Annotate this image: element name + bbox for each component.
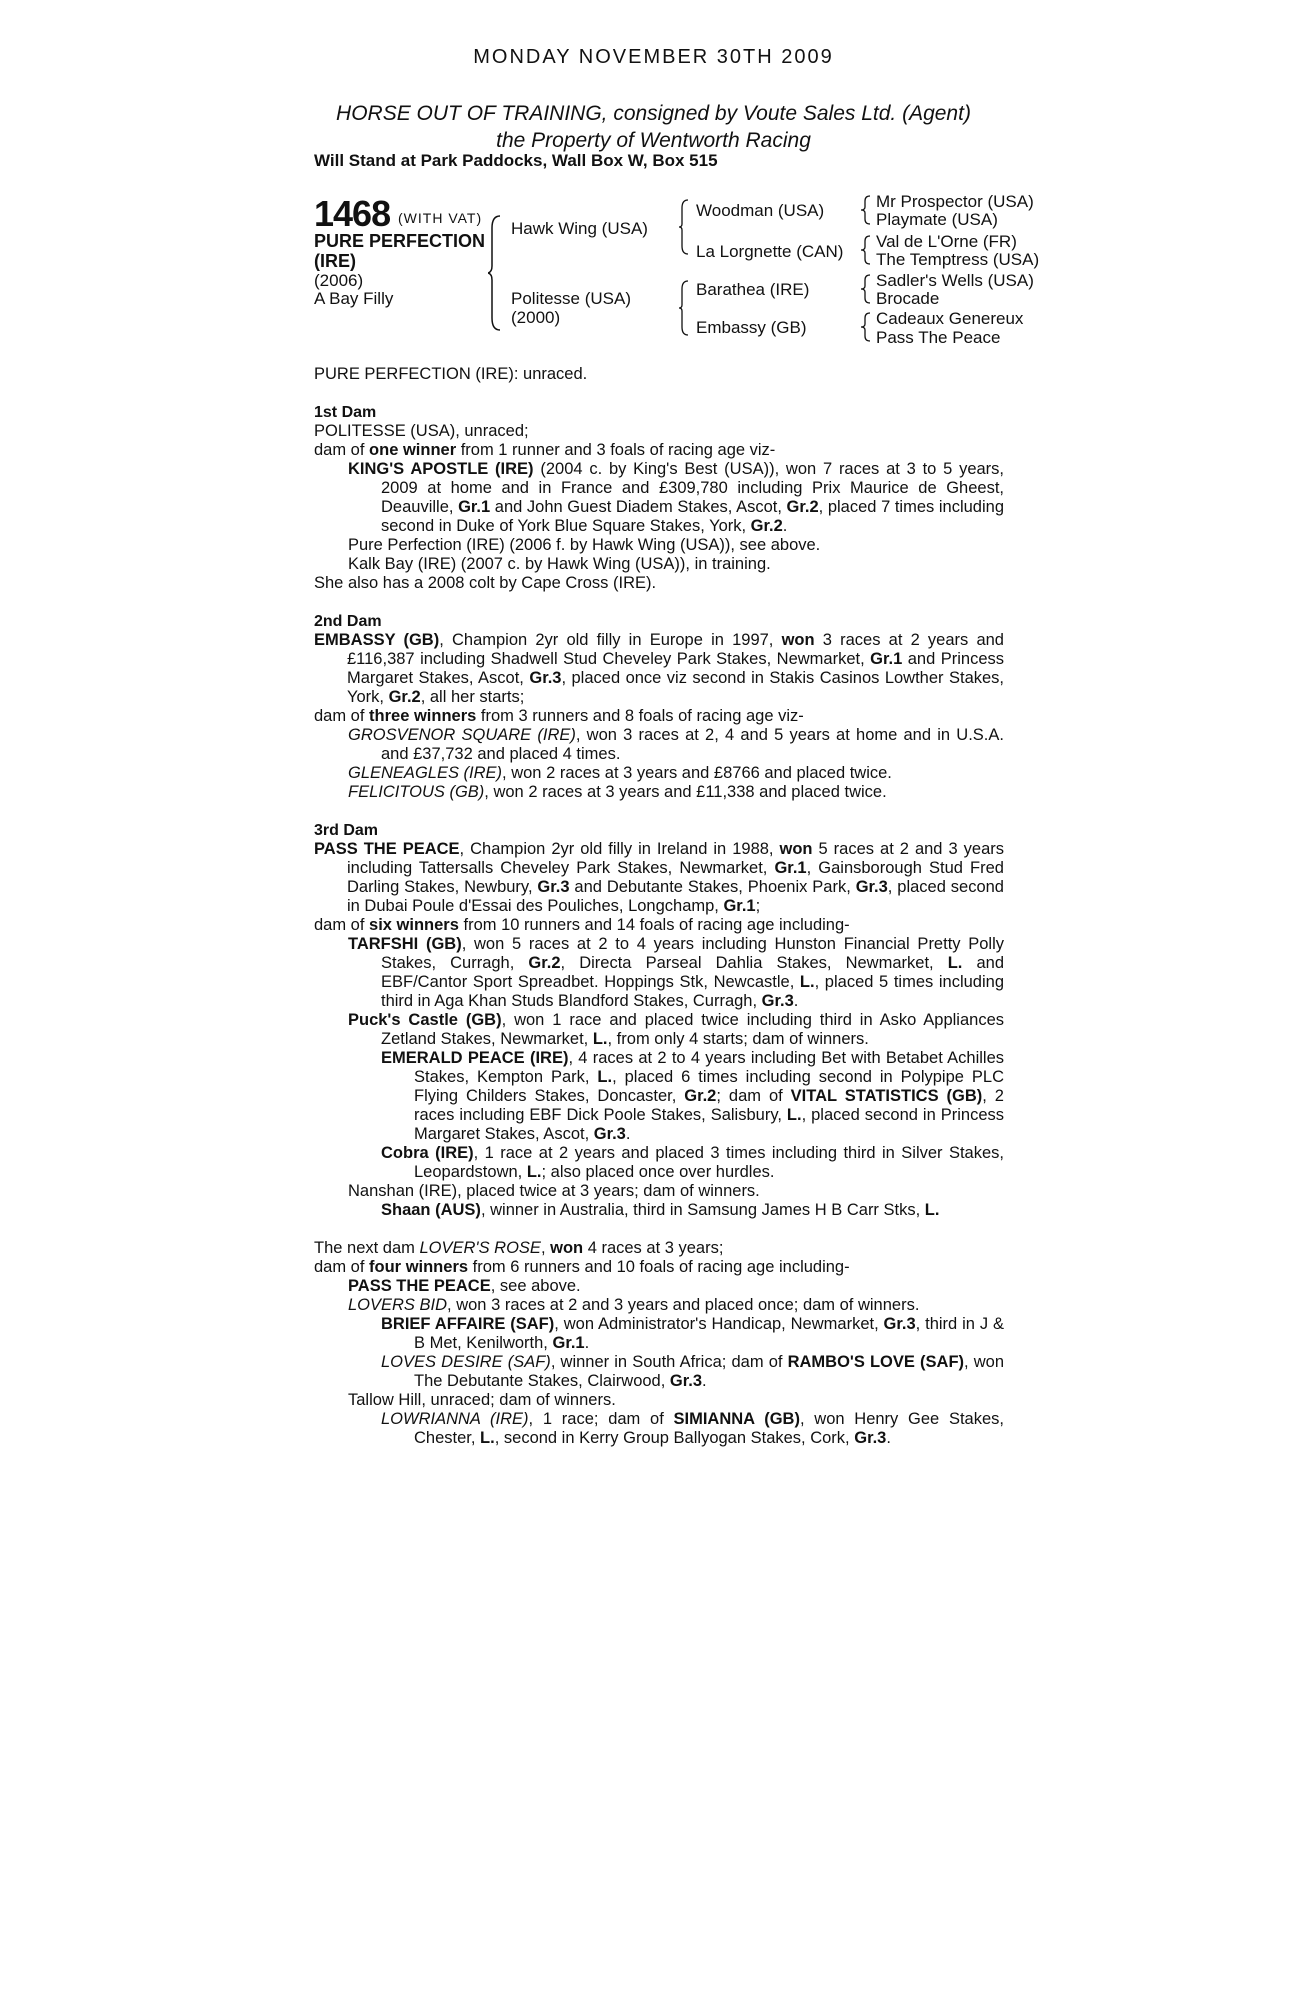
sire-sire-sire-name: Mr Prospector (USA)	[876, 192, 1034, 211]
consignment-heading	[0, 100, 1307, 154]
produce-entry: Cobra (IRE), 1 race at 2 years and placed 3 times including third in Silver Stakes, Leopardstown, L.; also placed once over hurdles.	[381, 1144, 1004, 1181]
consignment-line: HORSE OUT OF TRAINING, consigned by Voute Sales Ltd. (Agent)	[336, 102, 971, 125]
horse-name: PURE PERFECTION (IRE)	[314, 231, 486, 271]
produce-name: KING'S APOSTLE (IRE)	[348, 460, 534, 478]
third-dam-record: PASS THE PEACE, Champion 2yr old filly in Ireland in 1988, won 5 races at 2 and 3 years including Tattersalls Cheveley Park Stakes, Newmarket, Gr.1, Gainsborough Stud Fred Darling Stakes, Newbury, Gr.3 and Debutante Stakes, Phoenix Park, Gr.3, placed second in Dubai Poule d'Essai des Pouliches, Longchamp, Gr.1;	[314, 840, 1004, 915]
sire-dam-dam-name: The Temptress (USA)	[876, 250, 1040, 269]
produce-entry: GLENEAGLES (IRE), won 2 races at 3 years and £8766 and placed twice.	[348, 764, 892, 782]
property-line: the Property of Wentworth Racing	[496, 129, 811, 152]
fourth-dam-produce-summary: dam of four winners from 6 runners and 10 foals of racing age including-	[314, 1258, 850, 1276]
horse-year: (2006)	[314, 271, 364, 290]
sire-sire-dam-name: Playmate (USA)	[876, 210, 998, 229]
second-dam-record: EMBASSY (GB), Champion 2yr old filly in Europe in 1997, won 3 races at 2 years and £116,387 including Shadwell Stud Cheveley Park Stakes, Newmarket, Gr.1 and Princess Margaret Stakes, Ascot, Gr.3, placed once viz second in Stakis Casinos Lowther Stakes, York, Gr.2, all her starts;	[314, 631, 1005, 706]
dam-sire-dam-name: Brocade	[876, 289, 940, 308]
pedigree-brace-ss	[860, 194, 872, 226]
dam-year: (2000)	[511, 308, 561, 327]
first-dam-heading: 1st Dam	[314, 404, 377, 421]
pedigree-brace-main	[488, 214, 502, 332]
dam-dam-sire-name: Cadeaux Genereux	[876, 309, 1024, 328]
produce-entry: Pure Perfection (IRE) (2006 f. by Hawk Wing (USA)), see above.	[348, 536, 821, 554]
lot-number: 1468	[314, 193, 391, 234]
dam-name: Politesse (USA)	[511, 289, 631, 308]
stand-location: Will Stand at Park Paddocks, Wall Box W, Box 515	[314, 151, 718, 170]
produce-entry: EMERALD PEACE (IRE), 4 races at 2 to 4 years including Bet with Betabet Achilles Stakes, Kempton Park, L., placed 6 times including second in Polypipe PLC Flying Childers Stakes, Doncaster, Gr.2; dam of VITAL STATISTICS (GB), 2 races including EBF Dick Poole Stakes, Salisbury, L., placed second in Princess Margaret Stakes, Ascot, Gr.3.	[381, 1049, 1005, 1143]
third-dam-heading: 3rd Dam	[314, 822, 379, 839]
second-dam-heading: 2nd Dam	[314, 613, 382, 630]
race-record: PURE PERFECTION (IRE): unraced.	[314, 365, 588, 383]
produce-entry: BRIEF AFFAIRE (SAF), won Administrator's Handicap, Newmarket, Gr.3, third in J & B Met, Kenilworth, Gr.1.	[381, 1315, 1004, 1352]
produce-entry: TARFSHI (GB), won 5 races at 2 to 4 years including Hunston Financial Pretty Polly Stakes, Curragh, Gr.2, Directa Parseal Dahlia Stakes, Newmarket, L. and EBF/Cantor Sport Spreadbet. Hoppings Stk, Newcastle, L., placed 5 times including third in Aga Khan Studs Blandford Stakes, Curragh, Gr.3.	[348, 935, 1005, 1010]
dam-sire-sire-name: Sadler's Wells (USA)	[876, 271, 1034, 290]
pedigree-brace-dd	[860, 311, 872, 343]
produce-entry: Kalk Bay (IRE) (2007 c. by Hawk Wing (USA)), in training.	[348, 555, 771, 573]
produce-entry: LOVES DESIRE (SAF), winner in South Africa; dam of RAMBO'S LOVE (SAF), won The Debutante Stakes, Clairwood, Gr.3.	[381, 1353, 1005, 1390]
produce-entry: LOVERS BID, won 3 races at 2 and 3 years and placed once; dam of winners.	[348, 1296, 920, 1314]
sire-sire-name: Woodman (USA)	[696, 201, 825, 220]
pedigree-brace-ds	[860, 273, 872, 305]
horse-description: A Bay Filly	[314, 289, 394, 308]
vat-note: (WITH VAT)	[398, 210, 483, 226]
fourth-dam-record: The next dam LOVER'S ROSE, won 4 races at 3 years;	[314, 1239, 724, 1257]
produce-entry: Nanshan (IRE), placed twice at 3 years; dam of winners.	[348, 1182, 760, 1200]
produce-entry: Puck's Castle (GB), won 1 race and placed twice including third in Asko Appliances Zetland Stakes, Newmarket, L., from only 4 starts; dam of winners.	[348, 1011, 1004, 1048]
third-dam-produce-summary: dam of six winners from 10 runners and 14 foals of racing age including-	[314, 916, 850, 934]
second-dam-produce-summary: dam of three winners from 3 runners and 8 foals of racing age viz-	[314, 707, 804, 725]
produce-entry: Shaan (AUS), winner in Australia, third in Samsung James H B Carr Stks, L.	[381, 1201, 940, 1219]
pedigree-brace-dam	[678, 279, 690, 337]
produce-entry: KING'S APOSTLE (IRE) (2004 c. by King's Best (USA)), won 7 races at 3 to 5 years, 2009 at home and in France and £309,780 including Prix Maurice de Gheest, Deauville, Gr.1 and John Guest Diadem Stakes, Ascot, Gr.2, placed 7 times including second in Duke of York Blue Square Stakes, York, Gr.2.	[348, 460, 1004, 535]
produce-entry: GROSVENOR SQUARE (IRE), won 3 races at 2, 4 and 5 years at home and in U.S.A. and £37,732 and placed 4 times.	[348, 726, 1004, 763]
first-dam-note: She also has a 2008 colt by Cape Cross (IRE).	[314, 574, 657, 592]
produce-entry: LOWRIANNA (IRE), 1 race; dam of SIMIANNA (GB), won Henry Gee Stakes, Chester, L., second in Kerry Group Ballyogan Stakes, Cork, Gr.3.	[381, 1410, 1004, 1447]
catalogue-notes	[314, 365, 1004, 1448]
sire-dam-name: La Lorgnette (CAN)	[696, 242, 844, 261]
produce-entry: Tallow Hill, unraced; dam of winners.	[348, 1391, 616, 1409]
sire-dam-sire-name: Val de L'Orne (FR)	[876, 232, 1017, 251]
dam-dam-dam-name: Pass The Peace	[876, 328, 1001, 347]
produce-entry: FELICITOUS (GB), won 2 races at 3 years and £11,338 and placed twice.	[348, 783, 887, 801]
dam-dam-name: Embassy (GB)	[696, 318, 807, 337]
sale-date: MONDAY NOVEMBER 30TH 2009	[473, 46, 834, 68]
produce-entry: PASS THE PEACE, see above.	[348, 1277, 581, 1295]
pedigree-brace-sire	[678, 198, 690, 256]
sire-name: Hawk Wing (USA)	[511, 219, 648, 238]
first-dam-produce-summary: dam of one winner from 1 runner and 3 foals of racing age viz-	[314, 441, 776, 459]
dam-sire-name: Barathea (IRE)	[696, 280, 810, 299]
first-dam-line: POLITESSE (USA), unraced;	[314, 422, 529, 440]
pedigree-brace-sd	[860, 234, 872, 266]
